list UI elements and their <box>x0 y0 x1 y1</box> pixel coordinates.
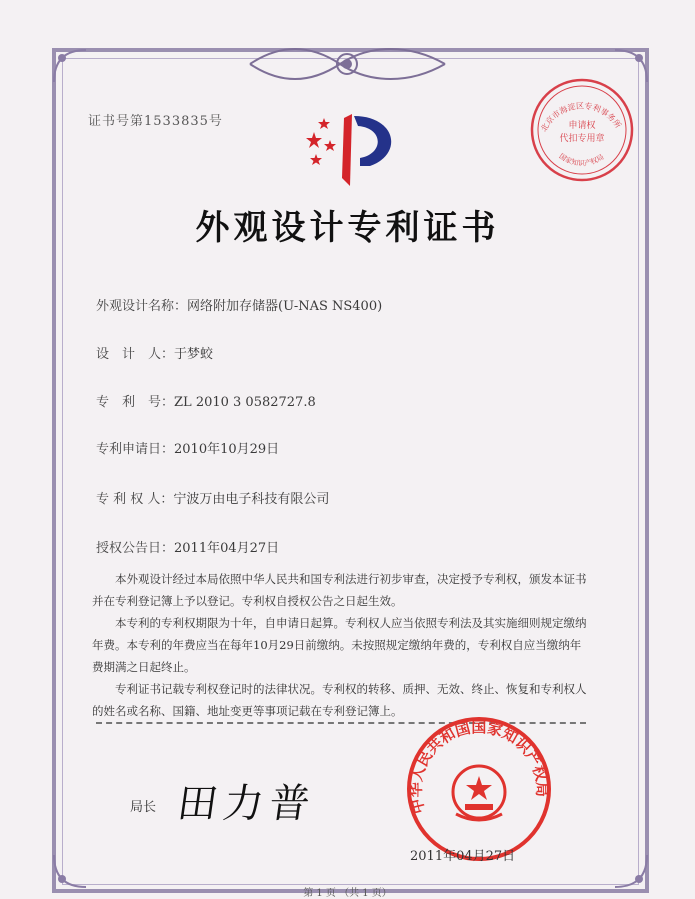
filing-date-value: 2010年10月29日 <box>174 442 280 457</box>
design-name-value: 网络附加存储器(U-NAS NS400) <box>187 299 383 314</box>
seal-ring-text: 中华人民共和国国家知识产权局 <box>406 718 552 816</box>
grant-date-value: 2011年04月27日 <box>174 541 280 556</box>
logo-red-mark <box>342 114 352 186</box>
field-grant-date <box>96 537 279 556</box>
designer-value: 于梦蛟 <box>174 347 214 362</box>
body-paragraph-2: 本专利的专利权期限为十年，自申请日起算。专利权人应当依照专利法及其实施细则规定缴纳年费。本专利的年费应当在每年10月29日前缴纳。未按照规定缴纳年费的，专利权自应当缴纳年费期满之日起终止。 <box>92 616 587 674</box>
body-paragraph-3: 专利证书记载专利权登记时的法律状况。专利权的转移、质押、无效、终止、恢复和专利权人的姓名或名称、国籍、地址变更等事项记载在专利登记簿上。 <box>92 682 587 718</box>
certificate-body <box>92 568 592 722</box>
field-design-name <box>96 295 382 314</box>
grant-date-label: 授权公告日： <box>96 541 175 556</box>
sipo-logo <box>300 108 410 192</box>
patentee-value: 宁波万由电子科技有限公司 <box>173 492 330 507</box>
field-patentee <box>96 488 329 507</box>
agency-stamp <box>528 76 636 184</box>
patent-number-label: 专 利 号： <box>96 395 175 410</box>
field-filing-date <box>96 438 279 457</box>
certificate-number: 证书号第1533835号 <box>88 114 223 129</box>
designer-label: 设 计 人： <box>96 347 175 362</box>
logo-blue-mark <box>354 116 391 166</box>
body-paragraph-1: 本外观设计经过本局依照中华人民共和国专利法进行初步审查，决定授予专利权，颁发本证书并在专利登记簿上予以登记。专利权自授权公告之日起生效。 <box>92 572 587 608</box>
field-patent-number <box>96 391 316 410</box>
official-seal <box>404 714 554 864</box>
director-label: 局长 <box>130 800 157 815</box>
stamp-center-line1: 申请权 <box>568 121 596 131</box>
stamp-ring-text: 北京市海淀区专利事务所 <box>539 101 623 134</box>
certificate-title: 外观设计专利证书 <box>195 208 500 248</box>
corner-ornament-tl <box>50 46 90 86</box>
director-signature: 田力普 <box>174 781 319 827</box>
field-designer <box>96 343 213 362</box>
stamp-bottom-text: 国家知识产权局 <box>557 152 606 168</box>
patentee-label: 专 利 权 人： <box>96 492 174 507</box>
design-name-label: 外观设计名称： <box>96 299 188 314</box>
filing-date-label: 专利申请日： <box>96 442 175 457</box>
top-ornament <box>240 44 455 84</box>
patent-number-value: ZL 2010 3 0582727.8 <box>174 395 316 410</box>
logo-stars <box>306 118 336 165</box>
stamp-center-line2: 代扣专用章 <box>559 134 605 144</box>
national-emblem-icon <box>453 766 505 820</box>
issue-date: 2011年04月27日 <box>410 849 516 864</box>
page-footer: 第 1 页 （共 1 页） <box>303 888 392 899</box>
